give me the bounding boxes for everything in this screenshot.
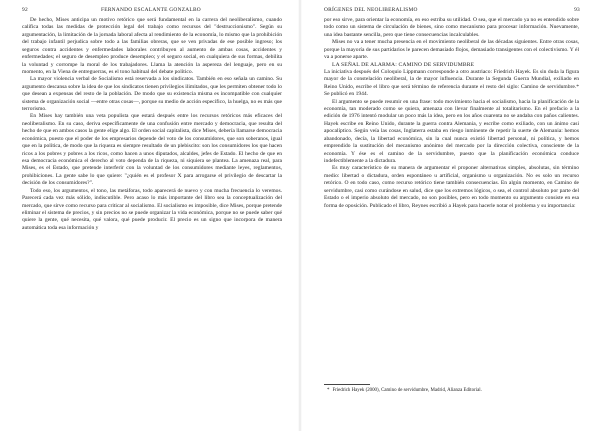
right-paragraph-4: El argumento se puede resumir en una frase: todo movimiento hacia el socialismo, hacia la planificación de la economía, tan moderado como se quiera, amenaza con llevar finalmente al totalitarismo. En el prefacio a la edición de 1976 intentó modular un poco más la idea, pero en los años cuarenta no se andaba con paños calientes. Hayek escribe en Reino Unido, durante la guerra contra Alemania, y escribe como exiliado, con un ánimo casi apocalíptico. Según veía las cosas, Inglaterra estaba en riesgo inminente de repetir la suerte de Alemania: hemos abandonado, decía, la libertad económica, sin la cual nunca existió libertad personal, ni política, y hemos emprendido la sustitución del mecanismo anónimo del mercado por la dirección colectiva, consciente de la economía. Y ése es el camino de la servidumbre, puesto que la planificación económica conduce indefectiblemente a la dictadura. xyxy=(324,98,579,165)
left-page-body xyxy=(22,17,282,232)
right-paragraph-2: Mises no va a tener mucha presencia en el movimiento neoliberal de las décadas siguientes. Entre otras cosas, porque la mayoría de sus partidarios le parecen demasiado flojos, demasiado transigentes con el colectivismo. Y él va a ponerse aparte. xyxy=(324,39,579,61)
right-page-number: 93 xyxy=(574,7,580,13)
left-paragraph-3: En Mises hay también una veta populista que estará después entre los recursos retóricos más eficaces del neoliberalismo. En su caso, deriva específicamente de una confusión entre mercado y democracia, que resulta del hecho de que en ambos casos la gente elige algo. El orden social capitalista, dice Mises, debería llamarse democracia económica, puesto que el poder de los empresarios depende del voto de los consumidores, que son soberanos, igual que en la política, de modo que la riqueza es siempre resultado de un plebiscito: son los consumidores los que hacen ricos a los pobres y pobres a los ricos, como hacen a unos diputados, alcaldes, jefes de Estado. El hecho de que en esa democracia económica el derecho al voto dependa de la riqueza, ni siquiera se plantea. La amenaza real, para Mises, es el Estado, que pretende interferir con la voluntad de los consumidores mediante leyes, reglamentos, prohibiciones. La gente sabe lo que quiere: "¿quién es el profesor X para arrogarse el privilegio de descartar la decisión de los consumidores?". xyxy=(22,113,282,187)
left-running-head: FERNANDO ESCALANTE GONZALBO xyxy=(101,7,201,13)
section-title: LA SEÑAL DE ALARMA: CAMINO DE SERVIDUMBRE xyxy=(332,61,475,68)
right-page-body xyxy=(324,17,579,210)
left-paragraph-1: De hecho, Mises anticipa un motivo retórico que será fundamental en la carrera del neoliberalismo, cuando califica todas las medidas de protección legal del trabajo como recursos del "destruccionismo". Según su argumentación, la limitación de la jornada laboral afecta al rendimiento de la economía, lo mismo que la prohibición del trabajo infantil perjudica sobre todo a las familias obreras, que se ven privadas de ese posible ingreso; los seguros contra accidentes y enfermedades laborales contribuyen al aumento de ambas cosas, accidentes y enfermedades; el seguro de desempleo produce desempleo; y el seguro social, en cualquiera de sus formas, debilita la voluntad y corrompe la moral de los trabajadores. Llama la atención la aspereza del lenguaje, pero en su momento, en la Viena de entreguerras, es el tono habitual del debate político. xyxy=(22,17,282,75)
right-page xyxy=(300,0,600,431)
right-paragraph-3: La iniciativa después del Coloquio Lippmann corresponde a otro austriaco: Friedrich Hayek. Es sin duda la figura mayor de la constelación neoliberal, la de mayor influencia. Durante la Segunda Guerra Mundial, exiliado en Reino Unido, escribe el libro que será término de referencia durante el resto del siglo: Camino de servidumbre.* Se publicó en 1944. xyxy=(324,68,579,98)
left-page-number: 92 xyxy=(22,7,28,13)
left-paragraph-4: Todo eso, los argumentos, el tono, las metáforas, todo aparecerá de nuevo y con mucha frecuencia lo veremos. Parecerá cada vez más sólido, indiscutible. Pero acaso lo más importante del libro sea la conceptualización del mercado, que sirve como recurso para criticar al socialismo. El socialismo es imposible, dice Mises, porque pretende eliminar el sistema de precios, y sin precios no se puede organizar la vida económica, porque no se puede saber qué quiere la gente, qué necesita, qué valora, qué puede producir. El precio es un signo que incorpora de manera automática toda esa información y xyxy=(22,187,282,231)
footnote xyxy=(327,388,579,394)
right-paragraph-5: Es muy característico de su manera de argumentar el proponer alternativas simples, absolutas, sin término medio: libertad o dictadura, orden espontáneo u artificial, organismo u organización. No es solo un recurso retórico. O en todo caso, como recurso retórico tiene también consecuencias. En algún momento, en Camino de servidumbre, casi como curándose en salud, dice que los extremos lógicos, o sea, el control absoluto por parte del Estado o el imperio absoluto del mercado, no son posibles, pero en todo momento su argumento consiste en esa forma de oposición. Publicado el libro, Reynes escribió a Hayek para hacerle notar el problema y su importancia: xyxy=(324,165,579,209)
footnote-mark: * xyxy=(327,388,330,393)
footnote-text: Friedrich Hayek (2000), Camino de servidumbre, Madrid, Alianza Editorial. xyxy=(332,388,482,393)
left-paragraph-2: La mayor violencia verbal de Socialismo está reservada a los sindicatos. También en eso señala un camino. Su argumento descansa sobre la idea de que los sindicatos tienen privilegios ilimitados, que les permiten obtener todo lo que desean a expensas del resto de la población. De modo que su existencia misma es incompatible con cualquier sistema de organización social —entre otras cosas—, porque su medio de acción específico, la huelga, no es más que terrorismo. xyxy=(22,76,282,113)
footnote-rule xyxy=(324,384,370,385)
right-paragraph-1: por eso sirve, para orientar la economía, en eso estriba su utilidad. O sea, que el mercado ya no es entendido sobre todo como un sistema de circulación de bienes, sino como mecanismo para procesar información. Nuevamente, una idea bastante sencilla, pero que tiene consecuencias incalculables. xyxy=(324,17,579,38)
right-running-head: ORÍGENES DEL NEOLIBERALISMO xyxy=(324,7,418,13)
